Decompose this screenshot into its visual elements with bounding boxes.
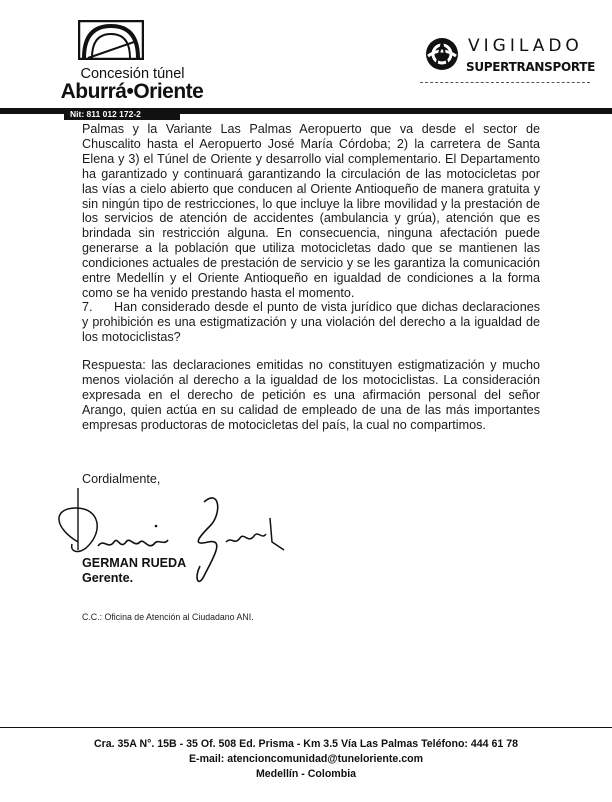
supervisor-title: VIGILADO — [468, 36, 583, 56]
paragraph-continuation: Palmas y la Variante Las Palmas Aeropuerto que va desde el sector de Chuscalito hasta el Aeropuerto José María Córdoba; 2) la carretera de Santa Elena y 3) el Túnel de Oriente y desarrollo vial complementario. El Departamento ha garantizado y continuará garantizando la circulación de las motocicletas por las vías a cielo abierto que conducen al Oriente Antioqueño de manera gratuita y sin ningún tipo de restricciones, lo que incluye la libre movilidad y la prestación de los servicios de atención de accidentes (ambulancia y grúa), atención que es brindada sin restricción alguna. En consecuencia, ninguna afectación puede generarse a la población que utiliza motocicletas dado que se mantienen las condiciones actuales de prestación de servicio y se les garantiza la comunicación entre Medellín y el Oriente Antioqueño en igualdad de condiciones a la forma como se ha venido prestando hasta el momento. — [82, 122, 540, 300]
company-name-line1: Concesión túnel — [80, 66, 185, 82]
footer-email: E-mail: atencioncomunidad@tuneloriente.com — [188, 753, 423, 765]
supervisor-divider — [420, 82, 590, 83]
question-text: Han considerado desde el punto de vista jurídico que dichas declaraciones y prohibición es una estigmatización y una violación del derecho a la igualdad de los motociclistas? — [82, 300, 540, 344]
tunnel-logo-icon — [78, 20, 144, 60]
company-name-line2: Aburrá•Oriente — [60, 80, 204, 103]
signer-name: GERMAN RUEDA — [82, 556, 187, 570]
company-logo — [60, 20, 204, 110]
question-paragraph — [82, 300, 540, 345]
footer — [0, 737, 612, 782]
footer-rule — [0, 727, 612, 728]
supertransporte-emblem-icon — [424, 36, 460, 72]
salutation: Cordialmente, — [82, 472, 161, 486]
footer-city: Medellín - Colombia — [255, 768, 357, 780]
carbon-copy-note: C.C.: Oficina de Atención al Ciudadano ANI. — [82, 612, 254, 622]
question-number: 7. — [82, 300, 93, 314]
nit-label: Nit: 811 012 172-2 — [64, 109, 180, 120]
answer-paragraph: Respuesta: las declaraciones emitidas no constituyen estigmatización y mucho menos violación al derecho a la igualdad de los motociclistas. La consideración expresada en el derecho de petición es una afirmación personal del señor Arango, quien actúa en su calidad de empleado de una de las más importantes empresas productoras de motocicletas del país, la cual no compartimos. — [82, 358, 540, 432]
footer-address: Cra. 35A N°. 15B - 35 Of. 508 Ed. Prisma - Km 3.5 Vía Las Palmas Teléfono: 444 61 78 — [93, 738, 519, 750]
supervisor-logo — [424, 36, 596, 96]
supervisor-name: SUPERTRANSPORTE — [466, 60, 596, 74]
signer-title: Gerente. — [82, 571, 134, 585]
